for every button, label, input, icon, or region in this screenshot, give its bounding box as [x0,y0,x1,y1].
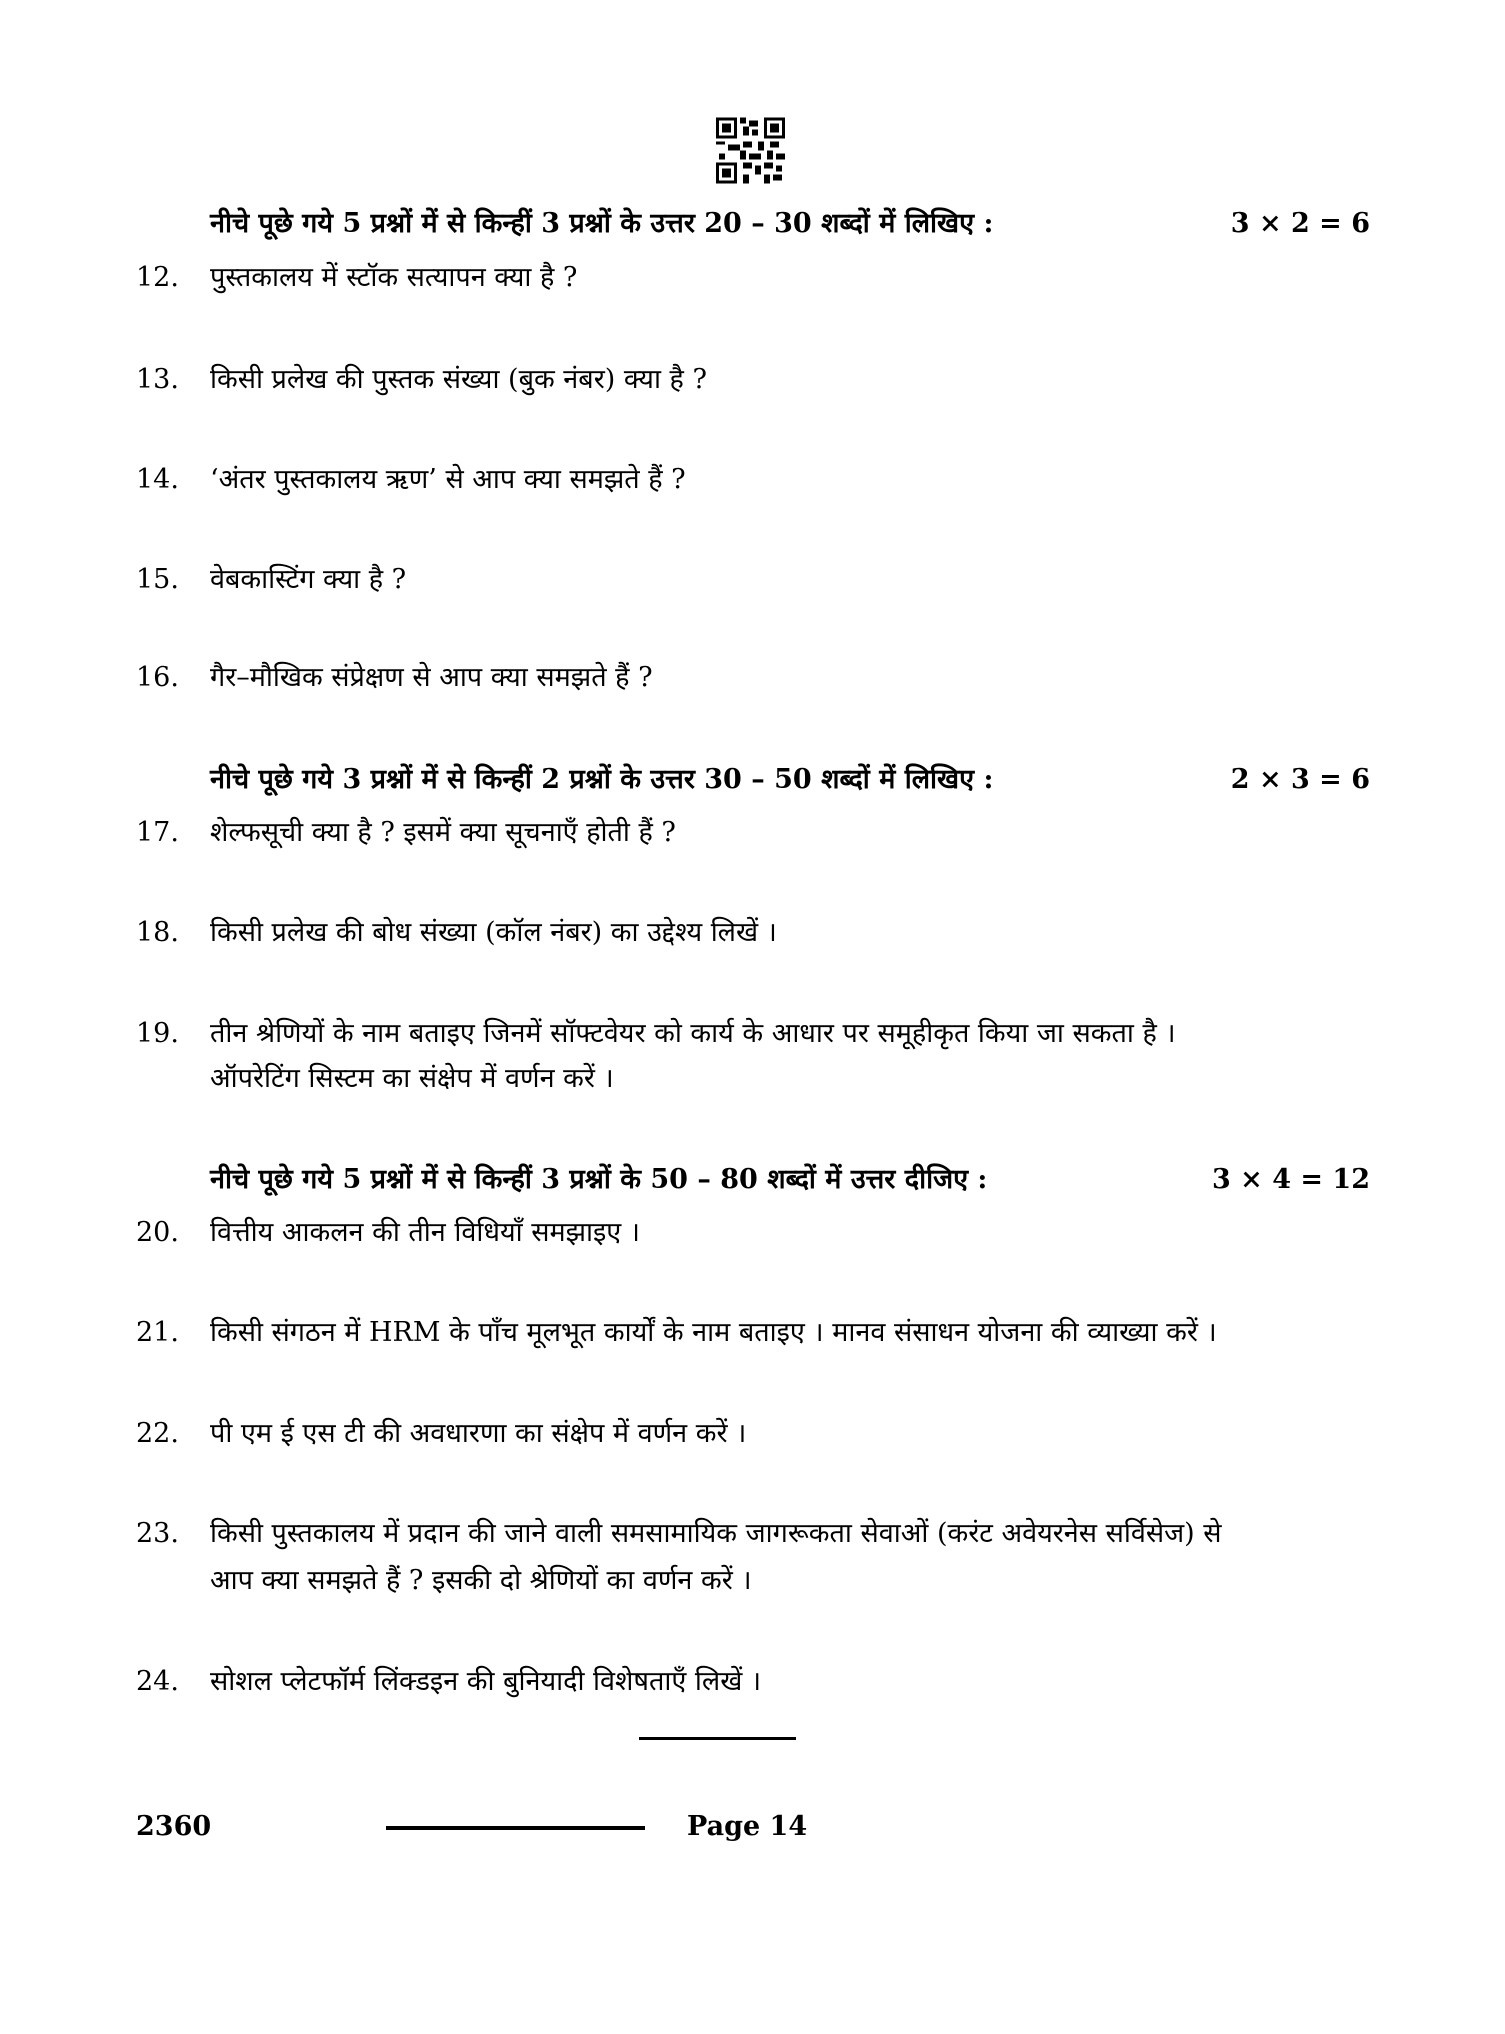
question-number: 20. [136,1217,179,1248]
paper-code: 2360 [136,1811,212,1842]
question-number: 16. [136,662,179,693]
section-marks: 3 × 2 = 6 [1230,208,1370,239]
question-text: सोशल प्लेटफॉर्म लिंक्डइन की बुनियादी विशेषताएँ लिखें । [210,1666,762,1697]
question-number: 18. [136,917,179,948]
question-text: किसी प्रलेख की बोध संख्या (कॉल नंबर) का उद्देश्य लिखें । [210,917,777,948]
page-number: Page 14 [687,1811,808,1842]
question-number: 12. [136,262,179,293]
section-instruction: नीचे पूछे गये 5 प्रश्नों में से किन्हीं 3 प्रश्नों के उत्तर 20 – 30 शब्दों में लिखिए : [210,208,994,239]
question-number: 19. [136,1018,179,1049]
question-text: किसी पुस्तकालय में प्रदान की जाने वाली समसामायिक जागरूकता सेवाओं (करंट अवेयरनेस सर्विसेज) से [210,1518,1222,1549]
question-text-continued: आप क्या समझते हैं ? इसकी दो श्रेणियों का वर्णन करें । [210,1565,752,1596]
question-number: 21. [136,1317,179,1348]
question-text: तीन श्रेणियों के नाम बताइए जिनमें सॉफ्टवेयर को कार्य के आधार पर समूहीकृत किया जा सकता है । [210,1018,1176,1049]
question-number: 23. [136,1518,179,1549]
question-number: 13. [136,364,179,395]
question-number: 15. [136,564,179,595]
question-text: किसी प्रलेख की पुस्तक संख्या (बुक नंबर) क्या है ? [210,364,707,395]
question-text: किसी संगठन में HRM के पाँच मूलभूत कार्यों के नाम बताइए । मानव संसाधन योजना की व्याख्या करें । [210,1317,1217,1348]
question-text: शेल्फसूची क्या है ? इसमें क्या सूचनाएँ होती हैं ? [210,817,676,848]
question-text: वेबकास्टिंग क्या है ? [210,564,407,595]
section-marks: 3 × 4 = 12 [1212,1164,1370,1195]
end-divider [639,1737,796,1740]
question-text: पी एम ई एस टी की अवधारणा का संक्षेप में वर्णन करें । [210,1418,747,1449]
question-text: वित्तीय आकलन की तीन विधियाँ समझाइए । [210,1217,641,1248]
question-text: ‘अंतर पुस्तकालय ऋण’ से आप क्या समझते हैं ? [210,464,686,495]
question-number: 17. [136,817,179,848]
question-text: गैर–मौखिक संप्रेक्षण से आप क्या समझते हैं ? [210,662,653,693]
footer-divider [386,1826,645,1830]
question-number: 22. [136,1418,179,1449]
section-instruction: नीचे पूछे गये 3 प्रश्नों में से किन्हीं 2 प्रश्नों के उत्तर 30 – 50 शब्दों में लिखिए : [210,764,994,795]
qr-code [716,117,785,184]
question-number: 24. [136,1666,179,1697]
question-text: पुस्तकालय में स्टॉक सत्यापन क्या है ? [210,262,578,293]
question-number: 14. [136,464,179,495]
section-marks: 2 × 3 = 6 [1230,764,1370,795]
section-instruction: नीचे पूछे गये 5 प्रश्नों में से किन्हीं 3 प्रश्नों के 50 – 80 शब्दों में उत्तर दीजिए : [210,1164,988,1195]
question-text-continued: ऑपरेटिंग सिस्टम का संक्षेप में वर्णन करें । [210,1063,614,1094]
